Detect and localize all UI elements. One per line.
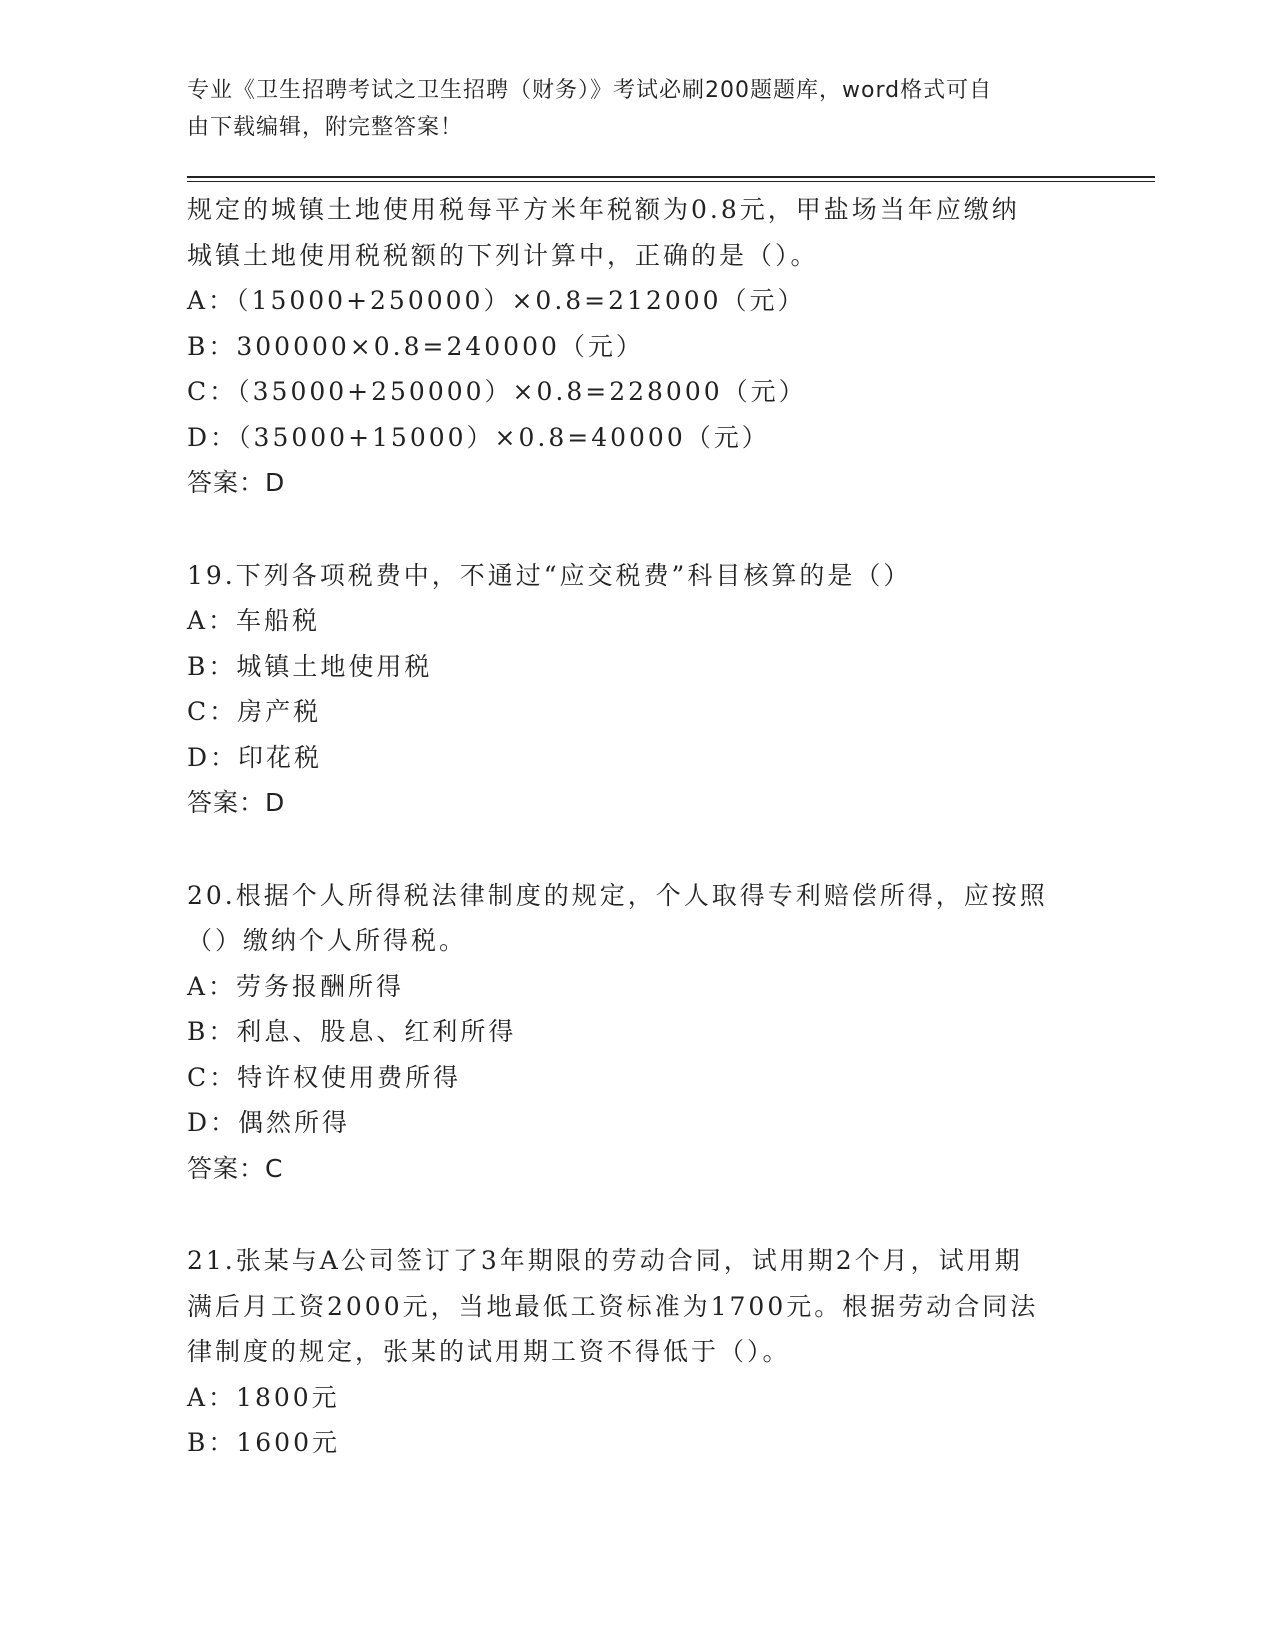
- option-b: B：利息、股息、红利所得: [187, 1017, 517, 1046]
- header-line-2: 由下载编辑，附完整答案！: [187, 115, 464, 140]
- option-c: C：特许权使用费所得: [187, 1062, 462, 1092]
- option-a: A：1800元: [187, 1382, 340, 1412]
- header-divider-thick: [187, 176, 1155, 178]
- option-b: B：城镇土地使用税: [187, 651, 433, 681]
- question-stem-line: 律制度的规定，张某的试用期工资不得低于（）。: [187, 1337, 791, 1366]
- answer-line: 答案：D: [187, 788, 286, 817]
- question-stem-line: 城镇土地使用税税额的下列计算中，正确的是（）。: [187, 240, 819, 270]
- question-list: [187, 187, 1087, 1466]
- spacer: [187, 506, 1087, 553]
- header-divider-thin: [187, 181, 1155, 182]
- question-18-continued: [187, 187, 1087, 506]
- spacer: [187, 826, 1087, 873]
- option-a: A：（15000+250000）×0.8=212000（元）: [187, 286, 806, 315]
- question-stem-line: 20.根据个人所得税法律制度的规定，个人取得专利赔偿所得，应按照: [187, 880, 1048, 910]
- answer-line: 答案：C: [187, 1153, 284, 1183]
- question-stem-line: 规定的城镇土地使用税每平方米年税额为0.8元，甲盐场当年应缴纳: [187, 195, 1020, 224]
- option-d: D：偶然所得: [187, 1108, 351, 1137]
- option-c: C：房产税: [187, 697, 322, 726]
- option-d: D：印花税: [187, 742, 323, 772]
- option-c: C：（35000+250000）×0.8=228000（元）: [187, 377, 807, 406]
- option-d: D：（35000+15000）×0.8=40000（元）: [187, 422, 770, 452]
- answer-line: 答案：D: [187, 468, 286, 497]
- question-19: [187, 553, 1087, 826]
- question-stem-line: 满后月工资2000元，当地最低工资标准为1700元。根据劳动合同法: [187, 1291, 1039, 1321]
- option-a: A：劳务报酬所得: [187, 971, 405, 1001]
- question-stem-line: 21.张某与A公司签订了3年期限的劳动合同，试用期2个月，试用期: [187, 1246, 1023, 1275]
- option-b: B：1600元: [187, 1428, 340, 1457]
- question-20: [187, 873, 1087, 1192]
- document-header: [187, 72, 1067, 146]
- spacer: [187, 1191, 1087, 1238]
- question-21: [187, 1238, 1087, 1466]
- header-line-1: 专业《卫生招聘考试之卫生招聘（财务）》考试必刷200题题库，word格式可自: [187, 78, 993, 103]
- option-a: A：车船税: [187, 606, 321, 635]
- option-b: B：300000×0.8=240000（元）: [187, 331, 644, 361]
- question-stem-line: （）缴纳个人所得税。: [187, 926, 468, 955]
- question-stem-line: 19.下列各项税费中，不通过“应交税费”科目核算的是（）: [187, 560, 912, 590]
